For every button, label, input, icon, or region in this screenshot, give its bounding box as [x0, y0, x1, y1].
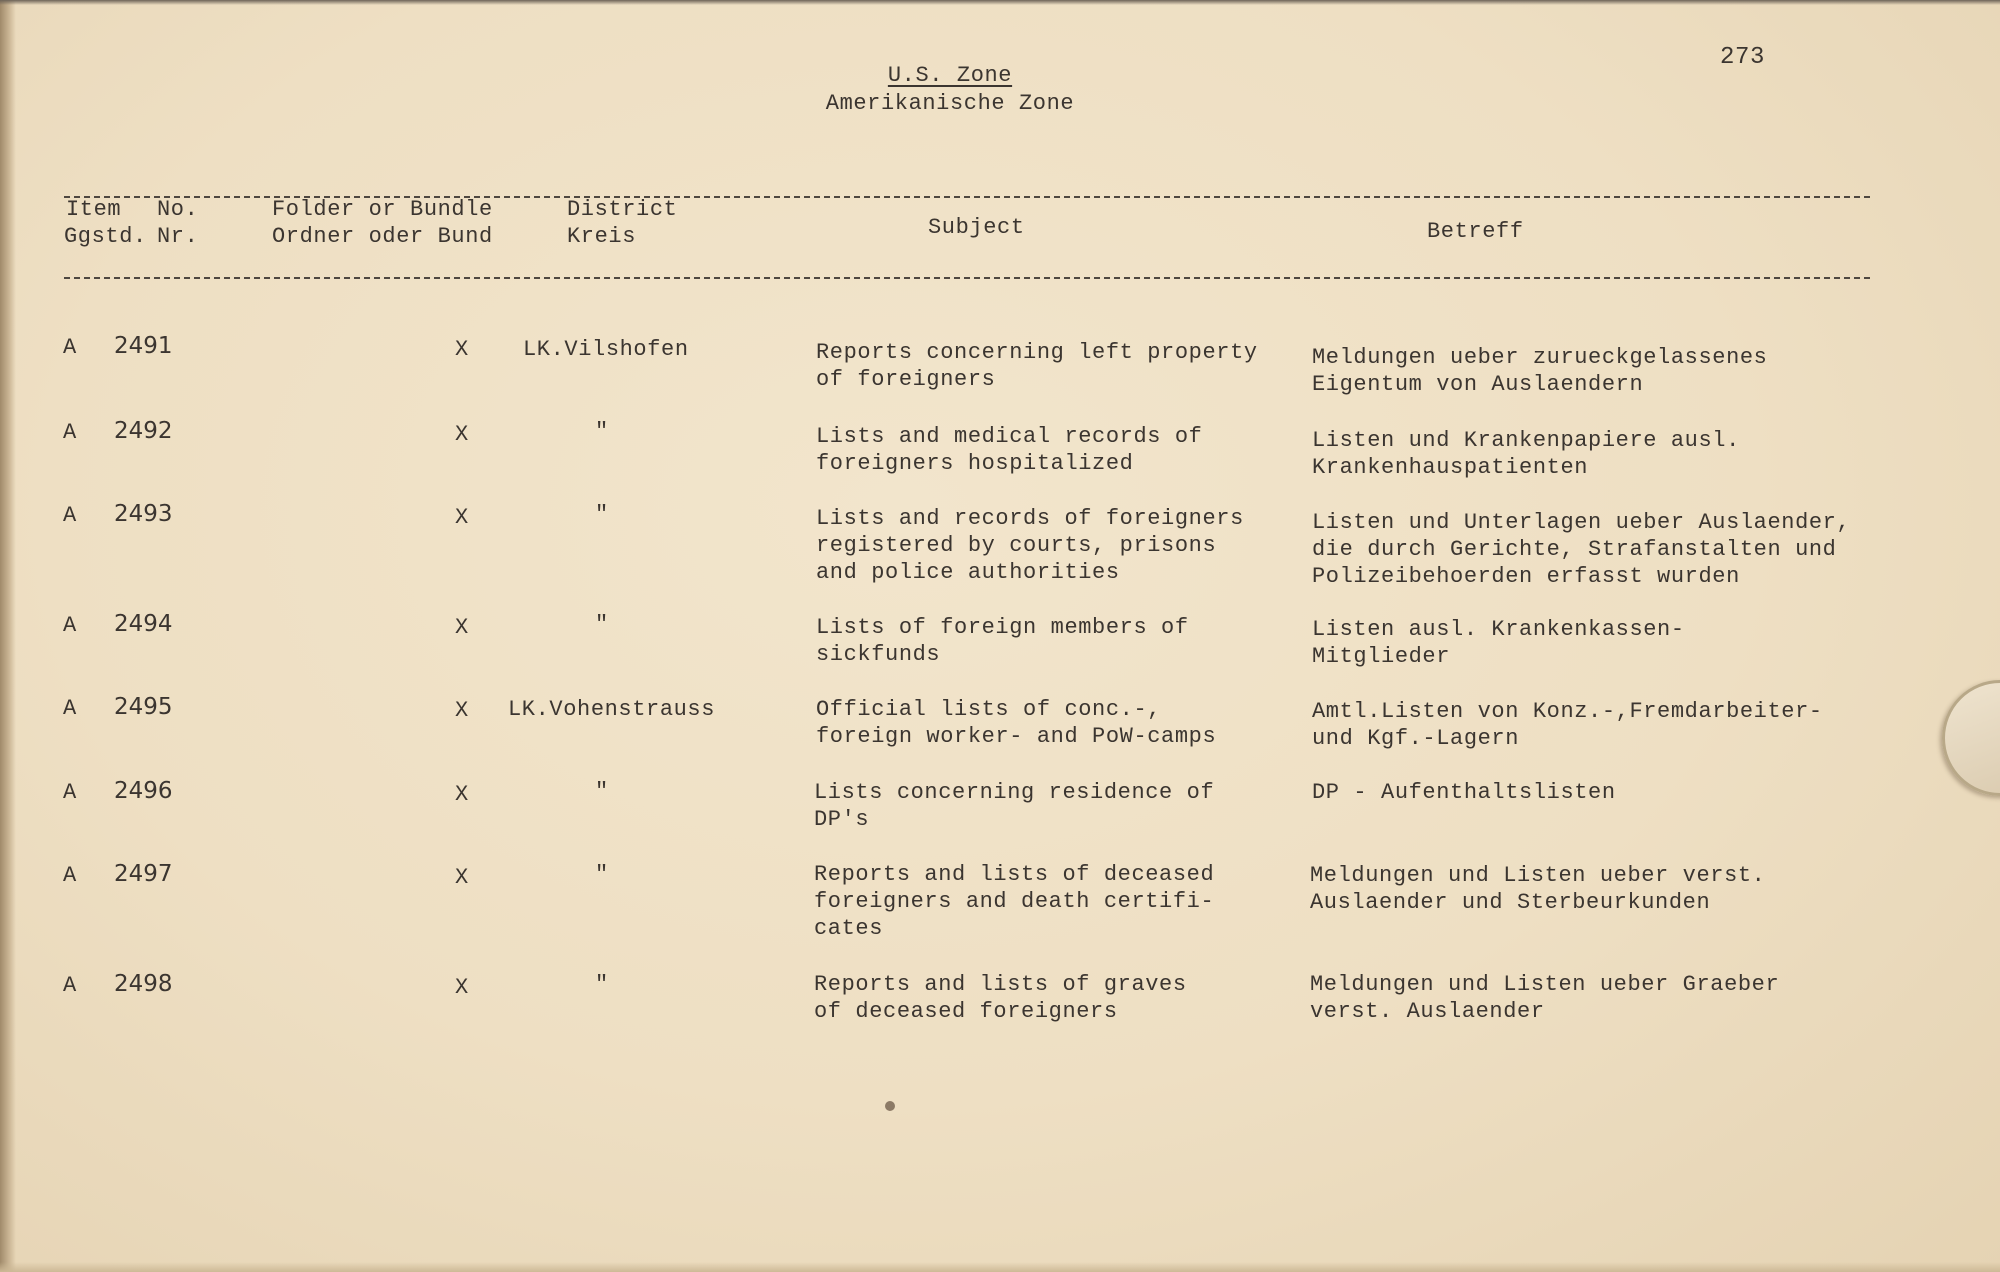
row-folder-mark: X [455, 865, 469, 890]
row-number: 2497 [114, 861, 173, 887]
row-subject: Lists concerning residence of DP's [814, 780, 1215, 832]
page-subtitle: Amerikanische Zone [825, 91, 1075, 116]
column-header-district-en: District [567, 197, 678, 222]
row-number: 2495 [114, 694, 173, 720]
row-folder-mark: X [455, 975, 469, 1000]
page-bottom-edge [0, 1262, 2000, 1272]
row-number: 2494 [114, 611, 173, 637]
row-number: 2492 [114, 418, 173, 444]
row-folder-mark: X [455, 782, 469, 807]
page-top-edge [0, 0, 2000, 5]
row-district: LK.Vilshofen [523, 337, 689, 362]
column-header-folder-en: Folder or Bundle [272, 197, 493, 222]
row-betreff: Meldungen ueber zurueckgelassenes Eigentum von Auslaendern [1312, 345, 1768, 397]
row-district: " [595, 862, 609, 887]
row-number: 2496 [114, 778, 173, 804]
row-subject: Reports concerning left property of foreigners [816, 340, 1258, 392]
row-item-letter: A [63, 780, 77, 805]
row-item-letter: A [63, 863, 77, 888]
row-subject: Lists and medical records of foreigners hospitalized [816, 424, 1203, 476]
row-betreff: Listen ausl. Krankenkassen- Mitglieder [1312, 617, 1685, 669]
row-folder-mark: X [455, 505, 469, 530]
row-item-letter: A [63, 335, 77, 360]
row-subject: Lists of foreign members of sickfunds [816, 615, 1189, 667]
row-subject: Lists and records of foreigners registered by courts, prisons and police authorities [816, 506, 1244, 585]
column-header-no-de: Nr. [157, 224, 199, 249]
row-district: " [595, 419, 609, 444]
row-betreff: Meldungen und Listen ueber verst. Auslaender und Sterbeurkunden [1310, 863, 1766, 915]
column-header-betreff: Betreff [1427, 219, 1524, 244]
row-district: " [595, 612, 609, 637]
row-subject: Reports and lists of deceased foreigners and death certifi- cates [814, 862, 1215, 941]
row-item-letter: A [63, 613, 77, 638]
page-title: U.S. Zone [887, 63, 1013, 88]
row-folder-mark: X [455, 422, 469, 447]
row-folder-mark: X [455, 615, 469, 640]
header-rule-bottom [64, 277, 1870, 279]
row-item-letter: A [63, 973, 77, 998]
row-district: " [595, 972, 609, 997]
row-item-letter: A [63, 420, 77, 445]
row-folder-mark: X [455, 698, 469, 723]
page-binding-shadow [0, 0, 16, 1272]
row-subject: Reports and lists of graves of deceased foreigners [814, 972, 1187, 1024]
row-district: LK.Vohenstrauss [508, 697, 716, 722]
page-number: 273 [1720, 44, 1766, 71]
row-number: 2491 [114, 333, 173, 359]
row-district: " [595, 502, 609, 527]
row-betreff: Listen und Unterlagen ueber Auslaender, die durch Gerichte, Strafanstalten und Polizeibehoerden erfasst wurden [1312, 510, 1851, 589]
row-number: 2498 [114, 971, 173, 997]
row-betreff: Meldungen und Listen ueber Graeber verst. Auslaender [1310, 972, 1780, 1024]
row-betreff: DP - Aufenthaltslisten [1312, 780, 1616, 805]
row-betreff: Amtl.Listen von Konz.-,Fremdarbeiter- und Kgf.-Lagern [1312, 699, 1823, 751]
column-header-item-de: Ggstd. [64, 224, 147, 249]
column-header-folder-de: Ordner oder Bund [272, 224, 493, 249]
row-betreff: Listen und Krankenpapiere ausl. Krankenhauspatienten [1312, 428, 1740, 480]
column-header-item-en: Item [66, 197, 122, 222]
row-number: 2493 [114, 501, 173, 527]
row-folder-mark: X [455, 337, 469, 362]
ink-spot [885, 1101, 895, 1111]
row-item-letter: A [63, 503, 77, 528]
column-header-subject: Subject [928, 215, 1025, 240]
row-subject: Official lists of conc.-, foreign worker- and PoW-camps [816, 697, 1217, 749]
row-item-letter: A [63, 696, 77, 721]
paper-clip-tab [1942, 680, 2000, 796]
row-district: " [595, 779, 609, 804]
column-header-district-de: Kreis [567, 224, 637, 249]
column-header-no-en: No. [157, 197, 199, 222]
